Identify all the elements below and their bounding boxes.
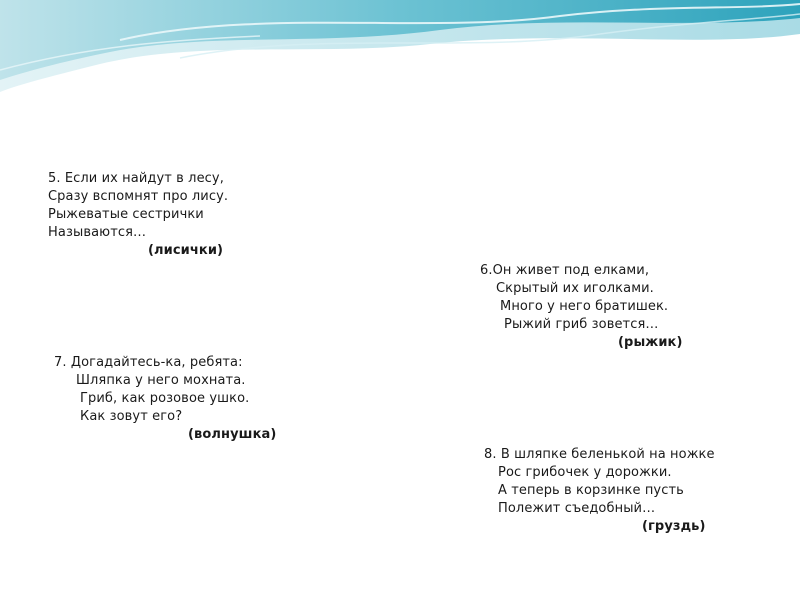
riddle-answer: (груздь)	[642, 519, 706, 534]
riddle-6	[480, 262, 683, 352]
riddle-answer: (волнушка)	[188, 427, 277, 442]
riddle-line: Скрытый их иголками.	[496, 281, 654, 296]
riddle-answer: (рыжик)	[618, 335, 683, 350]
riddle-7	[54, 354, 276, 444]
riddle-line: 5. Если их найдут в лесу,	[48, 171, 224, 186]
riddle-line: 7. Догадайтесь-ка, ребята:	[54, 355, 243, 370]
decorative-wave-banner	[0, 0, 800, 100]
riddle-line: Шляпка у него мохната.	[76, 373, 246, 388]
riddle-line: Рос грибочек у дорожки.	[498, 465, 672, 480]
riddle-line: А теперь в корзинке пусть	[498, 483, 684, 498]
riddle-line: Гриб, как розовое ушко.	[80, 391, 250, 406]
riddle-line: Рыжий гриб зовется…	[504, 317, 659, 332]
riddle-line: Сразу вспомнят про лису.	[48, 189, 229, 204]
riddle-answer: (лисички)	[148, 243, 224, 258]
riddle-8	[484, 446, 715, 536]
riddle-line: Много у него братишек.	[500, 299, 669, 314]
riddle-line: 8. В шляпке беленькой на ножке	[484, 447, 715, 462]
riddle-5	[48, 170, 228, 260]
riddle-line: Полежит съедобный…	[498, 501, 656, 516]
riddle-line: 6.Он живет под елками,	[480, 263, 650, 278]
riddle-line: Как зовут его?	[80, 409, 183, 424]
riddle-line: Рыжеватые сестрички	[48, 207, 204, 222]
riddle-line: Называются…	[48, 225, 147, 240]
